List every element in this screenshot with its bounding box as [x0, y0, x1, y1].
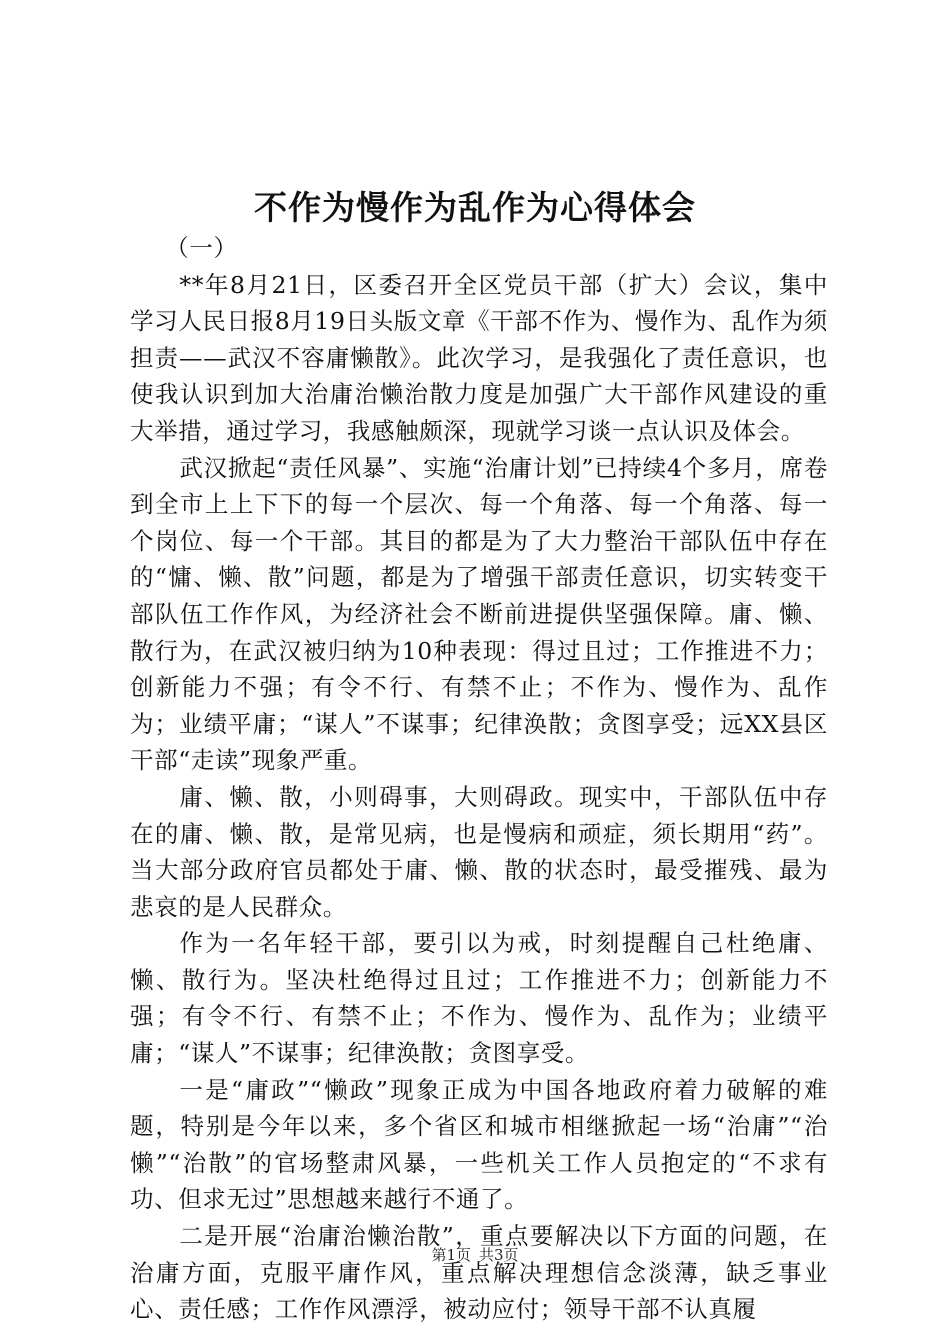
- page-footer: [0, 1244, 950, 1266]
- paragraph: 武汉掀起“责任风暴”、实施“治庸计划”已持续4个多月，席卷到全市上上下下的每一个层次、每一个角落、每一个角落、每一个岗位、每一个干部。其目的都是为了大力整治干部队伍中存在的“慵、懒、散”问题，都是为了增强干部责任意识，切实转变干部队伍工作作风，为经济社会不断前进提供坚强保障。庸、懒、散行为，在武汉被归纳为10种表现：得过且过；工作推进不力；创新能力不强；有令不行、有禁不止；不作为、慢作为、乱作为；业绩平庸；“谋人”不谋事；纪律涣散；贪图享受；远XX县区干部“走读”现象严重。: [130, 453, 828, 775]
- paragraph: 二是开展“治庸治懒治散”，重点要解决以下方面的问题，在治庸方面，克服平庸作风，重点解决理想信念淡薄，缺乏事业心、责任感；工作作风漂浮，被动应付；领导干部不认真履: [130, 1222, 828, 1324]
- page-total: 共3页: [479, 1246, 519, 1264]
- section-marker: （一）: [165, 234, 238, 262]
- paragraph: 庸、懒、散，小则碍事，大则碍政。现实中，干部队伍中存在的庸、懒、散，是常见病，也是慢病和顽症，须长期用“药”。当大部分政府官员都处于庸、懒、散的状态时，最受摧残、最为悲哀的是人民群众。: [130, 782, 828, 921]
- paragraph: **年8月21日，区委召开全区党员干部（扩大）会议，集中学习人民日报8月19日头版文章《干部不作为、慢作为、乱作为须担责——武汉不容庸懒散》。此次学习，是我强化了责任意识，也使我认识到加大治庸治懒治散力度是加强广大干部作风建设的重大举措，通过学习，我感触颇深，现就学习谈一点认识及体会。: [130, 270, 828, 445]
- document-body: [130, 230, 828, 1328]
- document-title: 不作为慢作为乱作为心得体会: [254, 188, 696, 227]
- page-number: 第1页: [431, 1246, 471, 1264]
- paragraph: 作为一名年轻干部，要引以为戒，时刻提醒自己杜绝庸、懒、散行为。坚决杜绝得过且过；工作推进不力；创新能力不强；有令不行、有禁不止；不作为、慢作为、乱作为；业绩平庸；“谋人”不谋事；纪律涣散；贪图享受。: [130, 929, 828, 1068]
- paragraph: 一是“庸政”“懒政”现象正成为中国各地政府着力破解的难题，特别是今年以来，多个省区和城市相继掀起一场“治庸”“治懒”“治散”的官场整肃风暴，一些机关工作人员抱定的“不求有功、但求无过”思想越来越行不通了。: [130, 1075, 828, 1214]
